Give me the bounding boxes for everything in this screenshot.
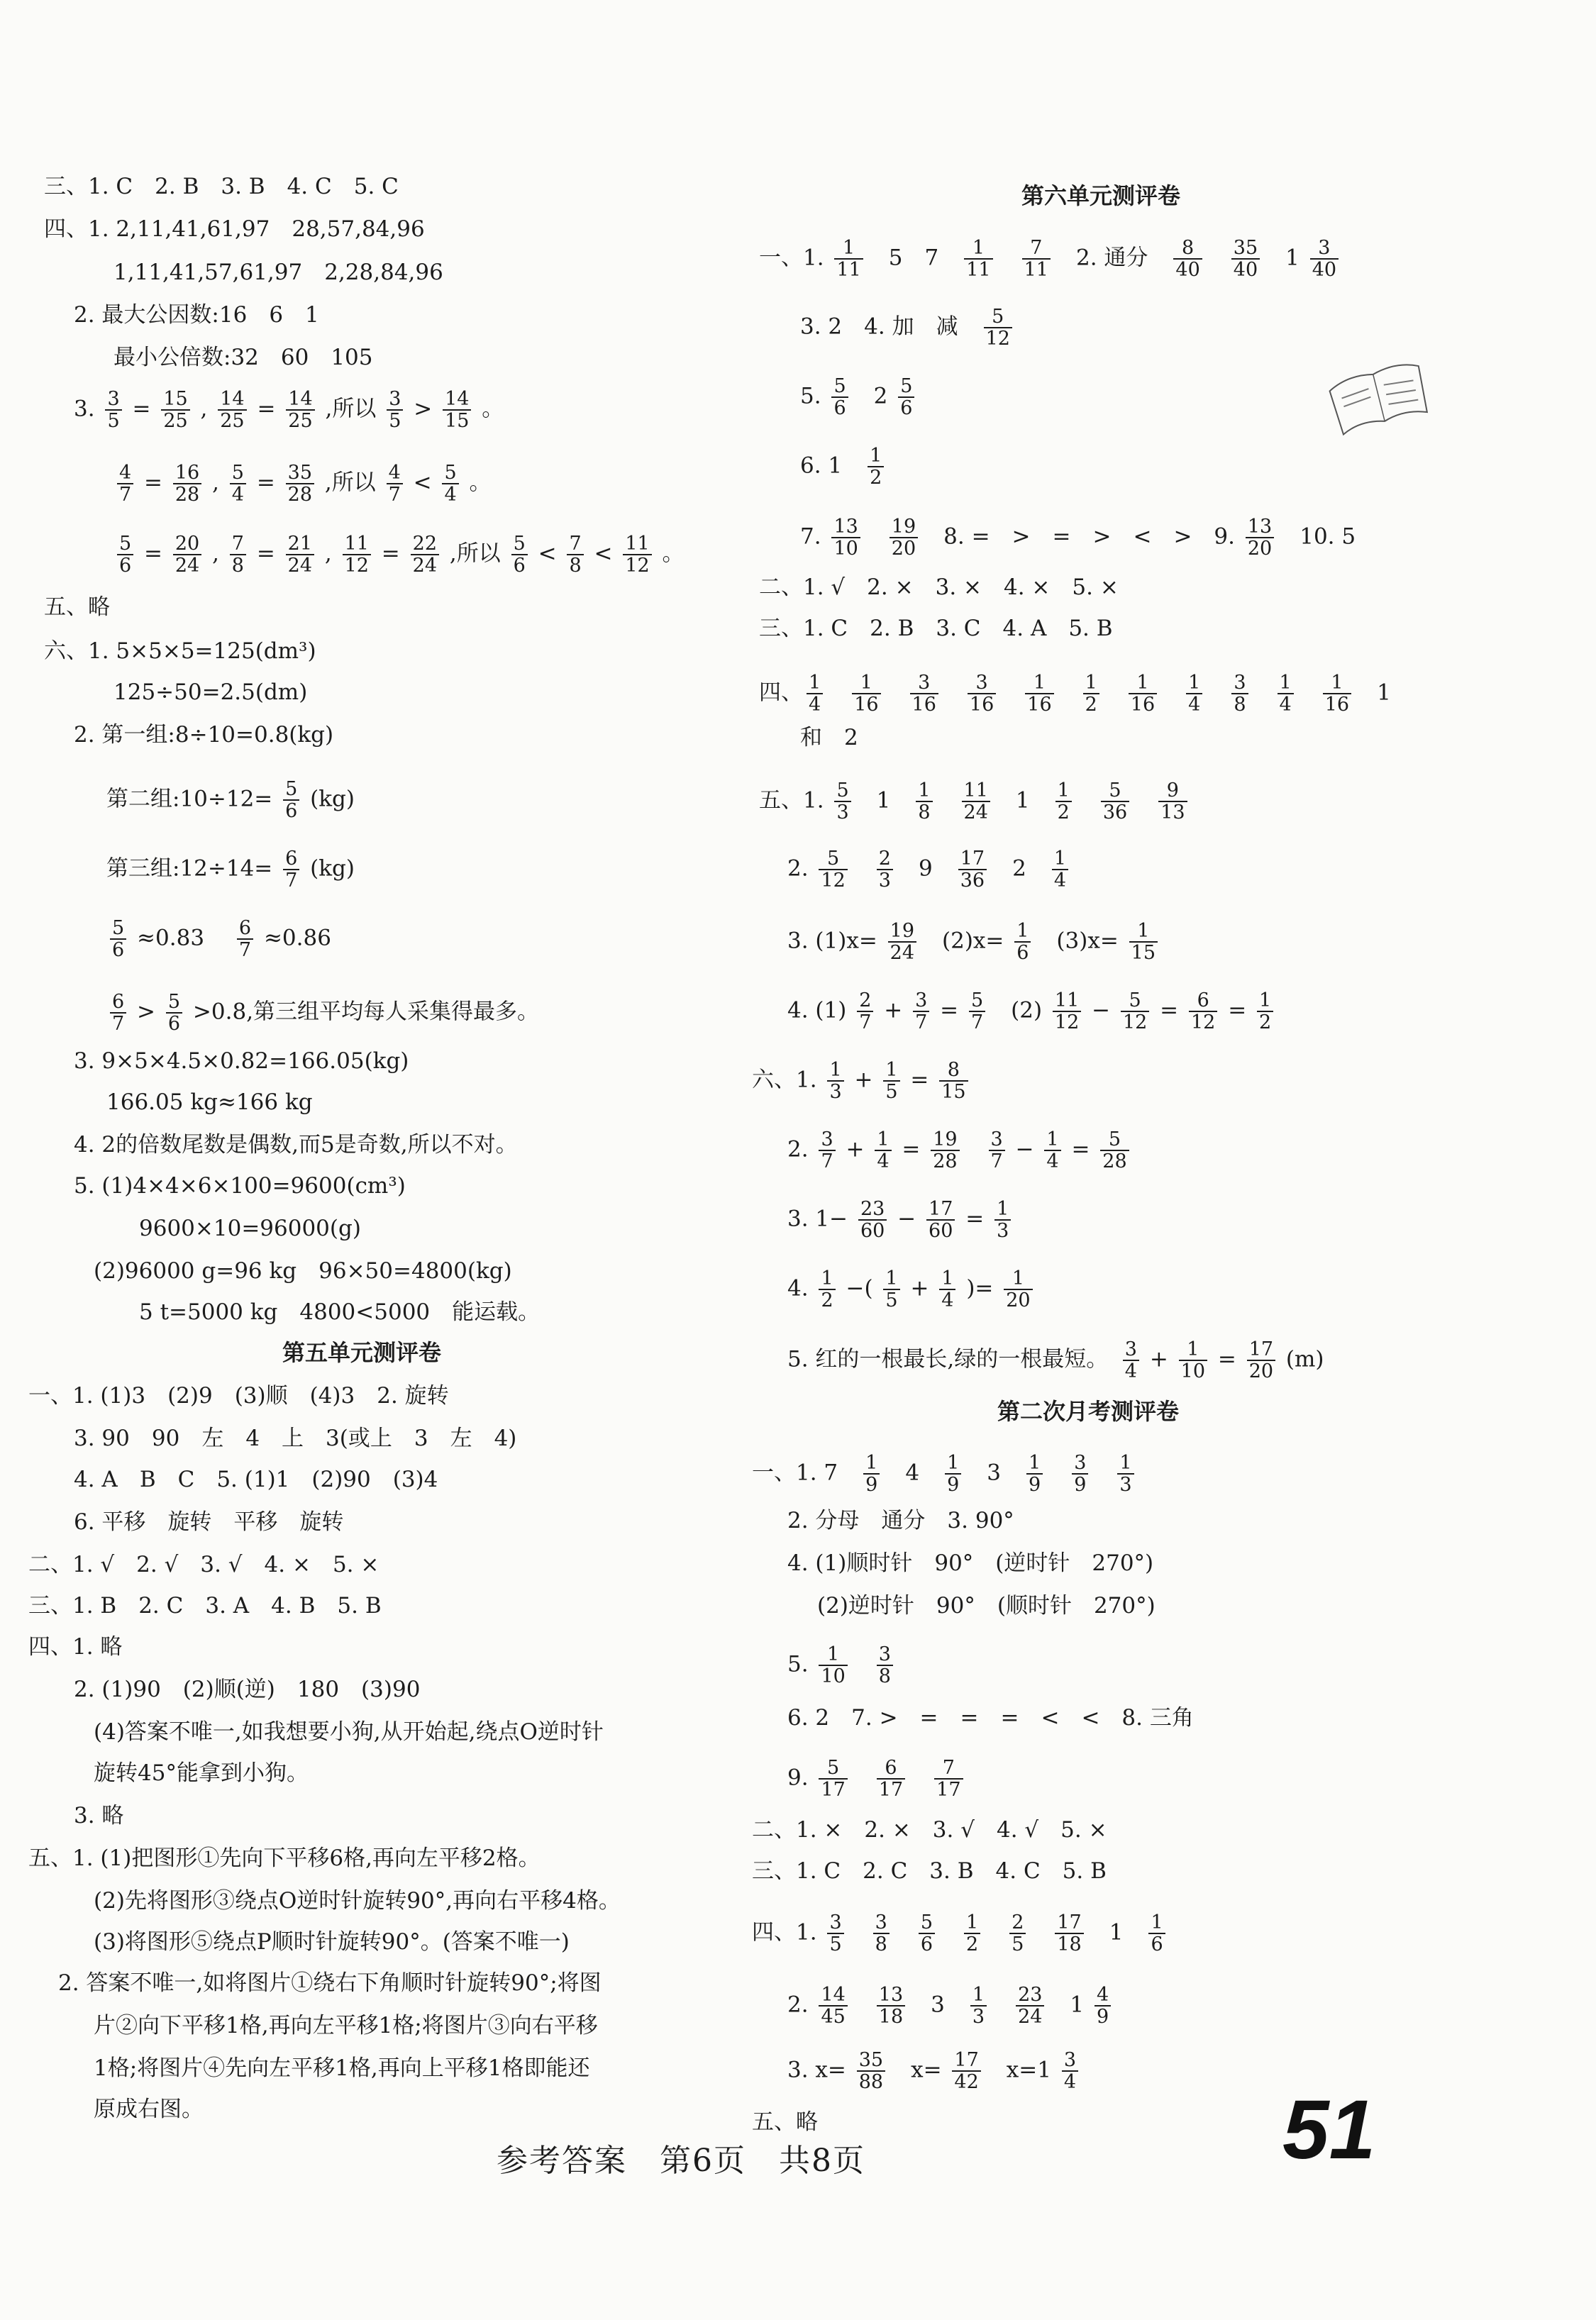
fraction: $\frac{14}{45}$ (819, 1985, 847, 2027)
fraction: $\frac{3}{9}$ (1072, 1453, 1088, 1495)
fraction: $\frac{5}{4}$ (442, 462, 458, 505)
fraction: $\frac{1}{16}$ (1323, 672, 1351, 715)
fraction: $\frac{9}{13}$ (1158, 780, 1187, 823)
fraction: $\frac{19}{20}$ (890, 516, 918, 559)
fraction: $\frac{1}{4}$ (1278, 672, 1294, 715)
right-line-11: 五、1. $\frac{5}{3}$ 1 $\frac{1}{8}$ $\frac{11}{24}$ 1 $\frac{1}{2}$ $\frac{5}{36}$ $\frac{9}{13}$ (759, 780, 1191, 823)
right-line-22: 2. 分母 通分 3. 90° (787, 1508, 1014, 1533)
fraction: $\frac{21}{24}$ (286, 533, 314, 576)
fraction: $\frac{13}{10}$ (831, 516, 860, 559)
fraction: $\frac{3}{8}$ (1231, 672, 1248, 715)
right-line-31: 2. $\frac{14}{45}$ $\frac{13}{18}$ 3 $\frac{1}{3}$ $\frac{23}{24}$ 1 $\frac{4}{9}$ (787, 1985, 1114, 2027)
fraction: $\frac{5}{6}$ (831, 376, 848, 418)
fraction: $\frac{35}{88}$ (857, 2050, 885, 2092)
left-line-4: 2. 最大公因数:16 6 1 (74, 302, 319, 328)
page-number: 51 (1282, 2083, 1376, 2177)
fraction: $\frac{1}{3}$ (1117, 1453, 1134, 1495)
right-line-5: 6. 1 $\frac{1}{2}$ (800, 445, 887, 488)
fraction: $\frac{11}{12}$ (623, 533, 651, 576)
fraction: $\frac{4}{7}$ (387, 462, 403, 505)
left-line-9: 五、略 (44, 594, 110, 620)
fraction: $\frac{17}{18}$ (1055, 1912, 1083, 1955)
fraction: $\frac{5}{6}$ (511, 533, 528, 576)
left-line-20: 5. (1)4×4×6×100=9600(cm³) (74, 1173, 406, 1199)
left-line-15: $\frac{5}{6}$ ≈0.83 $\frac{6}{7}$ ≈0.86 (106, 918, 331, 960)
left-line-35: 3. 略 (74, 1803, 124, 1828)
left-line-2: 四、1. 2,11,41,61,97 28,57,84,96 (44, 216, 425, 242)
right-line-19: 5. 红的一根最长,绿的一根最短。 $\frac{3}{4}$ + $\frac{1}{10}$ = $\frac{17}{20}$ (m) (787, 1338, 1324, 1382)
fraction: $\frac{1}{3}$ (970, 1985, 987, 2027)
fraction: $\frac{3}{5}$ (105, 389, 121, 431)
left-line-22: (2)96000 g=96 kg 96×50=4800(kg) (94, 1258, 512, 1284)
left-line-37: (2)先将图形③绕点O逆时针旋转90°,再向右平移4格。 (94, 1888, 621, 1914)
fraction: $\frac{1}{16}$ (852, 672, 880, 715)
fraction: $\frac{1}{10}$ (819, 1644, 847, 1687)
fraction: $\frac{5}{28}$ (1100, 1129, 1129, 1172)
left-line-13: 第二组:10÷12= $\frac{5}{6}$ (kg) (106, 778, 355, 822)
right-line-25: 5. $\frac{1}{10}$ $\frac{3}{8}$ (787, 1644, 897, 1687)
fraction: $\frac{1}{9}$ (945, 1453, 961, 1495)
right-line-17: 3. 1− $\frac{23}{60}$ − $\frac{17}{60}$ = $\frac{1}{3}$ (787, 1199, 1014, 1241)
left-line-17: 3. 9×5×4.5×0.82=166.05(kg) (74, 1048, 409, 1074)
left-line-32: 2. (1)90 (2)顺(逆) 180 (3)90 (74, 1677, 421, 1702)
fraction: $\frac{1}{6}$ (1148, 1912, 1165, 1955)
fraction: $\frac{1}{2}$ (868, 445, 884, 488)
fraction: $\frac{13}{20}$ (1246, 516, 1274, 559)
fraction: $\frac{5}{6}$ (919, 1912, 935, 1955)
fraction: $\frac{5}{17}$ (819, 1758, 847, 1800)
left-line-18: 166.05 kg≈166 kg (106, 1089, 313, 1115)
fraction: $\frac{5}{12}$ (819, 848, 847, 891)
fraction: $\frac{1}{9}$ (863, 1453, 880, 1495)
left-line-8: $\frac{5}{6}$ = $\frac{20}{24}$ , $\frac{7}{8}$ = $\frac{21}{24}$ , $\frac{11}{12}$ = $\frac{22}{24}$ ,所以 $\frac{5}{6}$ < $\frac{7}{8}$ < $\frac{11}{12}$ 。 (113, 533, 685, 576)
right-line-26: 6. 2 7. > = = = < < 8. 三角 (787, 1705, 1194, 1731)
left-line-5: 最小公倍数:32 60 105 (113, 345, 373, 370)
fraction: $\frac{1}{16}$ (1025, 672, 1053, 715)
left-line-27: 4. A B C 5. (1)1 (2)90 (3)4 (74, 1467, 438, 1492)
left-line-41: 1格;将图片④先向左平移1格,再向上平移1格即能还 (94, 2055, 590, 2081)
section-title-unit-6: 第六单元测评卷 (1021, 182, 1181, 209)
fraction: $\frac{3}{40}$ (1310, 238, 1339, 280)
left-line-16: $\frac{6}{7}$ > $\frac{5}{6}$ >0.8,第三组平均每人采集得最多。 (106, 992, 539, 1034)
fraction: $\frac{8}{15}$ (939, 1060, 968, 1102)
fraction: $\frac{3}{7}$ (989, 1129, 1005, 1172)
left-line-25: 一、1. (1)3 (2)9 (3)顺 (4)3 2. 旋转 (28, 1383, 449, 1409)
fraction: $\frac{7}{11}$ (1022, 238, 1051, 280)
fraction: $\frac{5}{12}$ (984, 306, 1012, 349)
left-line-28: 6. 平移 旋转 平移 旋转 (74, 1509, 344, 1535)
fraction: $\frac{3}{16}$ (968, 672, 996, 715)
fraction: $\frac{1}{4}$ (939, 1268, 955, 1311)
fraction: $\frac{35}{28}$ (286, 462, 314, 505)
fraction: $\frac{5}{6}$ (117, 533, 133, 576)
fraction: $\frac{13}{18}$ (877, 1985, 905, 2027)
right-line-18: 4. $\frac{1}{2}$ −( $\frac{1}{5}$ + $\frac{1}{4}$ )= $\frac{1}{20}$ (787, 1268, 1036, 1311)
fraction: $\frac{1}{2}$ (1055, 780, 1072, 823)
left-line-40: 片②向下平移1格,再向左平移1格;将图片③向右平移 (94, 2013, 598, 2038)
fraction: $\frac{3}{8}$ (873, 1912, 890, 1955)
fraction: $\frac{14}{25}$ (286, 389, 314, 431)
left-line-39: 2. 答案不唯一,如将图片①绕右下角顺时针旋转90°;将图 (58, 1970, 602, 1996)
right-line-21: 一、1. 7 $\frac{1}{9}$ 4 $\frac{1}{9}$ 3 $\frac{1}{9}$ $\frac{3}{9}$ $\frac{1}{3}$ (752, 1453, 1138, 1495)
left-line-34: 旋转45°能拿到小狗。 (94, 1760, 309, 1786)
fraction: $\frac{4}{7}$ (117, 462, 133, 505)
fraction: $\frac{17}{20}$ (1247, 1339, 1275, 1382)
fraction: $\frac{6}{7}$ (283, 848, 299, 891)
section-title-unit-5: 第五单元测评卷 (282, 1339, 442, 1366)
left-line-42: 原成右图。 (94, 2097, 204, 2122)
fraction: $\frac{5}{12}$ (1121, 990, 1149, 1033)
fraction: $\frac{3}{7}$ (913, 990, 929, 1033)
fraction: $\frac{4}{9}$ (1095, 1985, 1111, 2027)
right-line-29: 三、1. C 2. C 3. B 4. C 5. B (752, 1858, 1107, 1884)
pencil-book-stamp-icon (1318, 346, 1439, 443)
left-line-31: 四、1. 略 (28, 1634, 123, 1660)
fraction: $\frac{5}{3}$ (834, 780, 850, 823)
fraction: $\frac{6}{7}$ (237, 918, 253, 960)
fraction: $\frac{1}{3}$ (827, 1060, 843, 1102)
fraction: $\frac{3}{7}$ (819, 1129, 835, 1172)
right-line-12: 2. $\frac{5}{12}$ $\frac{2}{3}$ 9 $\frac{17}{36}$ 2 $\frac{1}{4}$ (787, 848, 1072, 891)
fraction: $\frac{1}{4}$ (875, 1129, 891, 1172)
right-line-3: 3. 2 4. 加 减 $\frac{5}{12}$ (800, 306, 1016, 349)
fraction: $\frac{1}{4}$ (807, 672, 823, 715)
fraction: $\frac{23}{60}$ (858, 1199, 887, 1241)
right-line-14: 4. (1) $\frac{2}{7}$ + $\frac{3}{7}$ = $\frac{5}{7}$ (2) $\frac{11}{12}$ − $\frac{5}{12}$ = $\frac{6}{12}$ = $\frac{1}{2}$ (787, 990, 1277, 1033)
fraction: $\frac{14}{25}$ (218, 389, 246, 431)
fraction: $\frac{16}{28}$ (173, 462, 201, 505)
right-line-9: 四、 $\frac{1}{4}$ $\frac{1}{16}$ $\frac{3}{16}$ $\frac{3}{16}$ $\frac{1}{16}$ $\frac{1}{2}$ $\frac{1}{16}$ $\frac{1}{4}$ $\frac{3}{8}$ $\frac{1}{4}$ $\frac{1}{16}$ 1 (759, 672, 1391, 716)
right-line-4: 5. $\frac{5}{6}$ 2 $\frac{5}{6}$ (800, 376, 918, 418)
right-line-16: 2. $\frac{3}{7}$ + $\frac{1}{4}$ = $\frac{19}{28}$ $\frac{3}{7}$ − $\frac{1}{4}$ = $\frac{5}{28}$ (787, 1129, 1133, 1172)
right-line-8: 三、1. C 2. B 3. C 4. A 5. B (759, 616, 1113, 641)
fraction: $\frac{8}{40}$ (1173, 238, 1202, 280)
left-line-14: 第三组:12÷14= $\frac{6}{7}$ (kg) (106, 848, 355, 892)
left-line-26: 3. 90 90 左 4 上 3(或上 3 左 4) (74, 1426, 517, 1451)
fraction: $\frac{1}{15}$ (1129, 921, 1158, 963)
fraction: $\frac{23}{24}$ (1016, 1985, 1044, 2027)
fraction: $\frac{3}{4}$ (1062, 2050, 1078, 2092)
fraction: $\frac{1}{8}$ (916, 780, 932, 823)
right-line-23: 4. (1)顺时针 90° (逆时针 270°) (787, 1550, 1154, 1576)
fraction: $\frac{1}{16}$ (1129, 672, 1157, 715)
left-line-29: 二、1. √ 2. √ 3. √ 4. × 5. × (28, 1552, 379, 1577)
left-line-12: 2. 第一组:8÷10=0.8(kg) (74, 722, 334, 748)
fraction: $\frac{3}{4}$ (1123, 1339, 1139, 1382)
fraction: $\frac{14}{15}$ (443, 389, 471, 431)
fraction: $\frac{6}{12}$ (1189, 990, 1217, 1033)
right-line-13: 3. (1)x= $\frac{19}{24}$ (2)x= $\frac{1}{6}$ (3)x= $\frac{1}{15}$ (787, 921, 1161, 963)
right-line-7: 二、1. √ 2. × 3. × 4. × 5. × (759, 575, 1119, 600)
left-line-38: (3)将图形⑤绕点P顺时针旋转90°。(答案不唯一) (94, 1929, 570, 1955)
right-line-15: 六、1. $\frac{1}{3}$ + $\frac{1}{5}$ = $\frac{8}{15}$ (752, 1060, 972, 1102)
right-line-33: 五、略 (752, 2109, 818, 2135)
right-line-6: 7. $\frac{13}{10}$ $\frac{19}{20}$ 8. = > = > < > 9. $\frac{13}{20}$ 10. 5 (800, 516, 1356, 560)
fraction: $\frac{1}{11}$ (964, 238, 992, 280)
right-line-10: 和 2 (800, 725, 858, 750)
left-line-33: (4)答案不唯一,如我想要小狗,从开始起,绕点O逆时针 (94, 1719, 604, 1745)
fraction: $\frac{6}{17}$ (877, 1758, 905, 1800)
fraction: $\frac{17}{36}$ (958, 848, 987, 891)
fraction: $\frac{2}{3}$ (877, 848, 893, 891)
left-line-19: 4. 2的倍数尾数是偶数,而5是奇数,所以不对。 (74, 1132, 518, 1158)
right-line-30: 四、1. $\frac{3}{5}$ $\frac{3}{8}$ $\frac{5}{6}$ $\frac{1}{2}$ $\frac{2}{5}$ $\frac{17}{18}$ 1 $\frac{1}{6}$ (752, 1912, 1169, 1955)
fraction: $\frac{1}{2}$ (819, 1268, 835, 1311)
fraction: $\frac{35}{40}$ (1231, 238, 1260, 280)
left-line-23: 5 t=5000 kg 4800<5000 能运载。 (139, 1299, 541, 1325)
fraction: $\frac{5}{7}$ (969, 990, 985, 1033)
fraction: $\frac{2}{5}$ (1009, 1912, 1026, 1955)
fraction: $\frac{20}{24}$ (173, 533, 201, 576)
right-line-2: 一、1. $\frac{1}{11}$ 5 7 $\frac{1}{11}$ $\frac{7}{11}$ 2. 通分 $\frac{8}{40}$ $\frac{35}{40}$ 1 $\frac{3}{40}$ (759, 238, 1342, 280)
fraction: $\frac{5}{6}$ (898, 376, 914, 418)
right-line-27: 9. $\frac{5}{17}$ $\frac{6}{17}$ $\frac{7}{17}$ (787, 1758, 967, 1800)
fraction: $\frac{1}{2}$ (1083, 672, 1099, 715)
fraction: $\frac{7}{17}$ (934, 1758, 963, 1800)
left-line-6: 3. $\frac{3}{5}$ = $\frac{15}{25}$ , $\frac{14}{25}$ = $\frac{14}{25}$ ,所以 $\frac{3}{5}$ > $\frac{14}{15}$ 。 (74, 388, 504, 432)
fraction: $\frac{1}{2}$ (1257, 990, 1273, 1033)
page-footer: 参考答案 第6页 共8页 (497, 2143, 865, 2179)
right-line-28: 二、1. × 2. × 3. √ 4. √ 5. × (752, 1817, 1107, 1843)
fraction: $\frac{1}{4}$ (1044, 1129, 1060, 1172)
fraction: $\frac{19}{28}$ (931, 1129, 959, 1172)
fraction: $\frac{6}{7}$ (110, 992, 126, 1034)
left-line-36: 五、1. (1)把图形①先向下平移6格,再向左平移2格。 (28, 1846, 541, 1871)
fraction: $\frac{19}{24}$ (888, 921, 916, 963)
fraction: $\frac{1}{9}$ (1026, 1453, 1043, 1495)
fraction: $\frac{5}{36}$ (1101, 780, 1129, 823)
fraction: $\frac{1}{2}$ (964, 1912, 980, 1955)
left-line-7: $\frac{4}{7}$ = $\frac{16}{28}$ , $\frac{5}{4}$ = $\frac{35}{28}$ ,所以 $\frac{4}{7}$ < $\frac{5}{4}$ 。 (113, 462, 492, 505)
fraction: $\frac{11}{12}$ (343, 533, 371, 576)
fraction: $\frac{22}{24}$ (411, 533, 439, 576)
right-line-24: (2)逆时针 90° (顺时针 270°) (817, 1593, 1156, 1619)
fraction: $\frac{7}{8}$ (567, 533, 583, 576)
fraction: $\frac{3}{8}$ (877, 1644, 893, 1687)
fraction: $\frac{1}{3}$ (994, 1199, 1011, 1241)
fraction: $\frac{3}{5}$ (387, 389, 403, 431)
fraction: $\frac{1}{11}$ (834, 238, 863, 280)
fraction: $\frac{5}{4}$ (230, 462, 246, 505)
fraction: $\frac{11}{24}$ (962, 780, 990, 823)
fraction: $\frac{1}{10}$ (1179, 1339, 1207, 1382)
right-line-32: 3. x= $\frac{35}{88}$ x= $\frac{17}{42}$ x=1 $\frac{3}{4}$ (787, 2050, 1082, 2092)
fraction: $\frac{7}{8}$ (230, 533, 246, 576)
fraction: $\frac{1}{6}$ (1014, 921, 1031, 963)
left-line-3: 1,11,41,57,61,97 2,28,84,96 (113, 260, 443, 285)
left-line-11: 125÷50=2.5(dm) (113, 679, 308, 705)
fraction: $\frac{17}{42}$ (952, 2050, 980, 2092)
fraction: $\frac{1}{5}$ (883, 1060, 899, 1102)
left-line-1: 三、1. C 2. B 3. B 4. C 5. C (44, 174, 399, 199)
fraction: $\frac{1}{5}$ (883, 1268, 899, 1311)
fraction: $\frac{3}{16}$ (910, 672, 938, 715)
left-line-21: 9600×10=96000(g) (139, 1216, 361, 1241)
fraction: $\frac{1}{20}$ (1004, 1268, 1032, 1311)
fraction: $\frac{5}{6}$ (283, 779, 299, 821)
fraction: $\frac{1}{4}$ (1186, 672, 1202, 715)
left-line-30: 三、1. B 2. C 3. A 4. B 5. B (28, 1593, 382, 1619)
fraction: $\frac{15}{25}$ (161, 389, 189, 431)
fraction: $\frac{11}{12}$ (1053, 990, 1081, 1033)
section-title-monthly-test-2: 第二次月考测评卷 (997, 1398, 1180, 1425)
fraction: $\frac{5}{6}$ (166, 992, 182, 1034)
fraction: $\frac{3}{5}$ (827, 1912, 843, 1955)
fraction: $\frac{5}{6}$ (110, 918, 126, 960)
left-line-10: 六、1. 5×5×5=125(dm³) (44, 638, 316, 664)
fraction: $\frac{17}{60}$ (926, 1199, 955, 1241)
fraction: $\frac{1}{4}$ (1052, 848, 1068, 891)
fraction: $\frac{2}{7}$ (857, 990, 873, 1033)
